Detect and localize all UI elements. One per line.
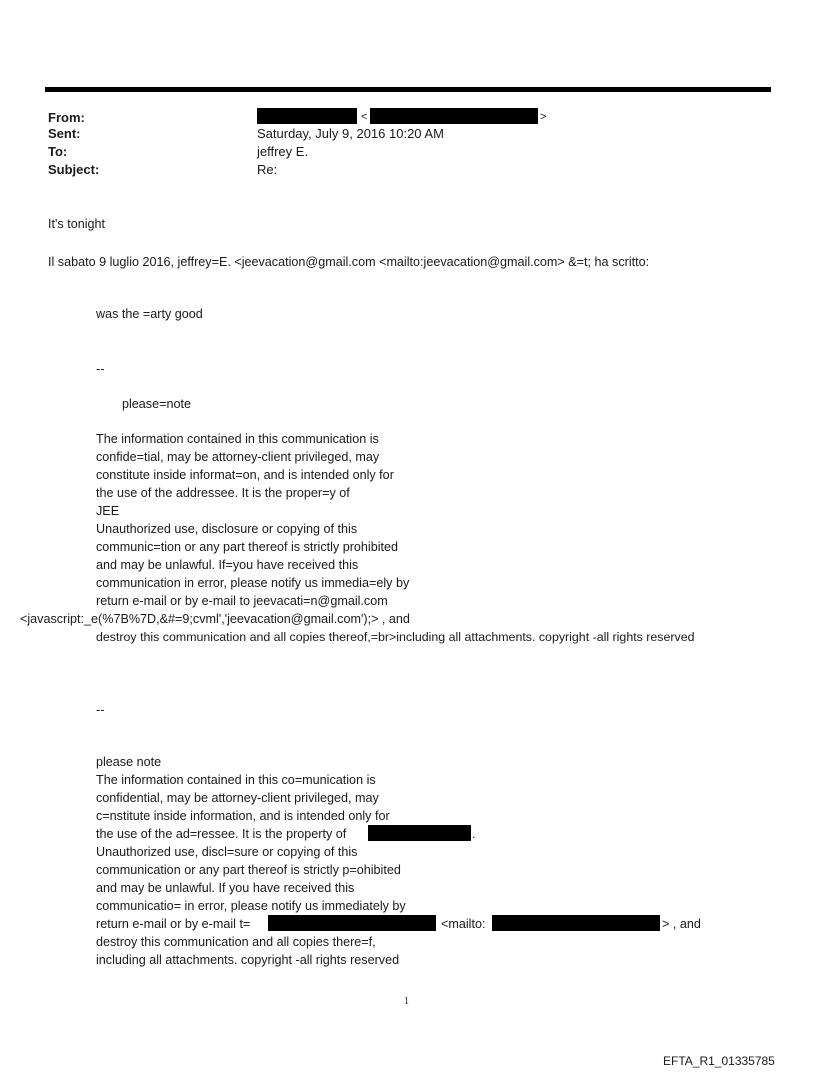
- notice-line: confidential, may be attorney-client privileged, may: [96, 791, 379, 805]
- redaction-email: [268, 915, 436, 931]
- quoted-question: was the =arty good: [96, 307, 203, 321]
- from-lt: <: [361, 111, 368, 123]
- reply-text: It's tonight: [48, 217, 106, 231]
- signature-separator: --: [96, 703, 105, 717]
- notice-line: c=nstitute inside information, and is intended only for: [96, 809, 390, 823]
- notice-line: return e-mail or by e-mail t=: [96, 917, 251, 931]
- notice-js-link: <javascript:_e(%7B%7D,&#=9;cvml','jeevacation@gmail.com');> , and: [20, 612, 410, 626]
- notice-line: and may be unlawful. If=you have received this: [96, 558, 359, 572]
- notice-line: return e-mail or by e-mail to jeevacati=n@gmail.com: [96, 594, 388, 608]
- redaction-from-name: [257, 108, 357, 124]
- sent-label: Sent:: [48, 126, 81, 141]
- from-label: From:: [48, 110, 85, 125]
- page-number: 1: [404, 996, 409, 1007]
- notice-title: please note: [96, 755, 162, 769]
- notice-line: The information contained in this co=munication is: [96, 773, 376, 787]
- subject-value: Re:: [257, 162, 278, 177]
- notice-line: The information contained in this communication is: [96, 432, 379, 446]
- notice-line: the use of the ad=ressee. It is the property of: [96, 827, 347, 841]
- from-gt: >: [540, 111, 547, 123]
- notice-line: constitute inside informat=on, and is intended only for: [96, 468, 394, 482]
- notice-title: please=note: [122, 397, 191, 411]
- notice-line: JEE: [96, 504, 120, 518]
- notice-period: .: [472, 827, 476, 841]
- notice-mailto: <mailto:: [441, 917, 486, 931]
- notice-line: communication in error, please notify us immedia=ely by: [96, 576, 410, 590]
- signature-separator: --: [96, 362, 105, 376]
- notice-line: communicatio= in error, please notify us immediately by: [96, 899, 406, 913]
- notice-line: and may be unlawful. If you have received this: [96, 881, 355, 895]
- redaction-mailto: [492, 915, 660, 931]
- notice-and: > , and: [662, 917, 701, 931]
- notice-line: the use of the addressee. It is the proper=y of: [96, 486, 350, 500]
- to-label: To:: [48, 144, 68, 159]
- notice-line: Unauthorized use, disclosure or copying of this: [96, 522, 358, 536]
- redaction-from-email: [370, 108, 538, 124]
- notice-line: including all attachments. copyright -all rights reserved: [96, 953, 400, 967]
- quote-intro: Il sabato 9 luglio 2016, jeffrey=E. <jeevacation@gmail.com <mailto:jeevacation@gmail.com> &=t; ha scritto:: [48, 255, 650, 269]
- header-rule: [45, 87, 771, 92]
- document-id: EFTA_R1_01335785: [663, 1054, 775, 1068]
- to-value: jeffrey E.: [257, 144, 309, 159]
- notice-line: destroy this communication and all copies thereof,=br>including all attachments. copyright -all rights reserved: [96, 630, 695, 644]
- redaction-property-owner: [368, 825, 471, 841]
- notice-line: destroy this communication and all copies there=f,: [96, 935, 376, 949]
- notice-line: communic=tion or any part thereof is strictly prohibited: [96, 540, 399, 554]
- notice-line: confide=tial, may be attorney-client privileged, may: [96, 450, 380, 464]
- sent-value: Saturday, July 9, 2016 10:20 AM: [257, 126, 444, 141]
- notice-line: communication or any part thereof is strictly p=ohibited: [96, 863, 401, 877]
- notice-line: Unauthorized use, discl=sure or copying of this: [96, 845, 358, 859]
- subject-label: Subject:: [48, 162, 100, 177]
